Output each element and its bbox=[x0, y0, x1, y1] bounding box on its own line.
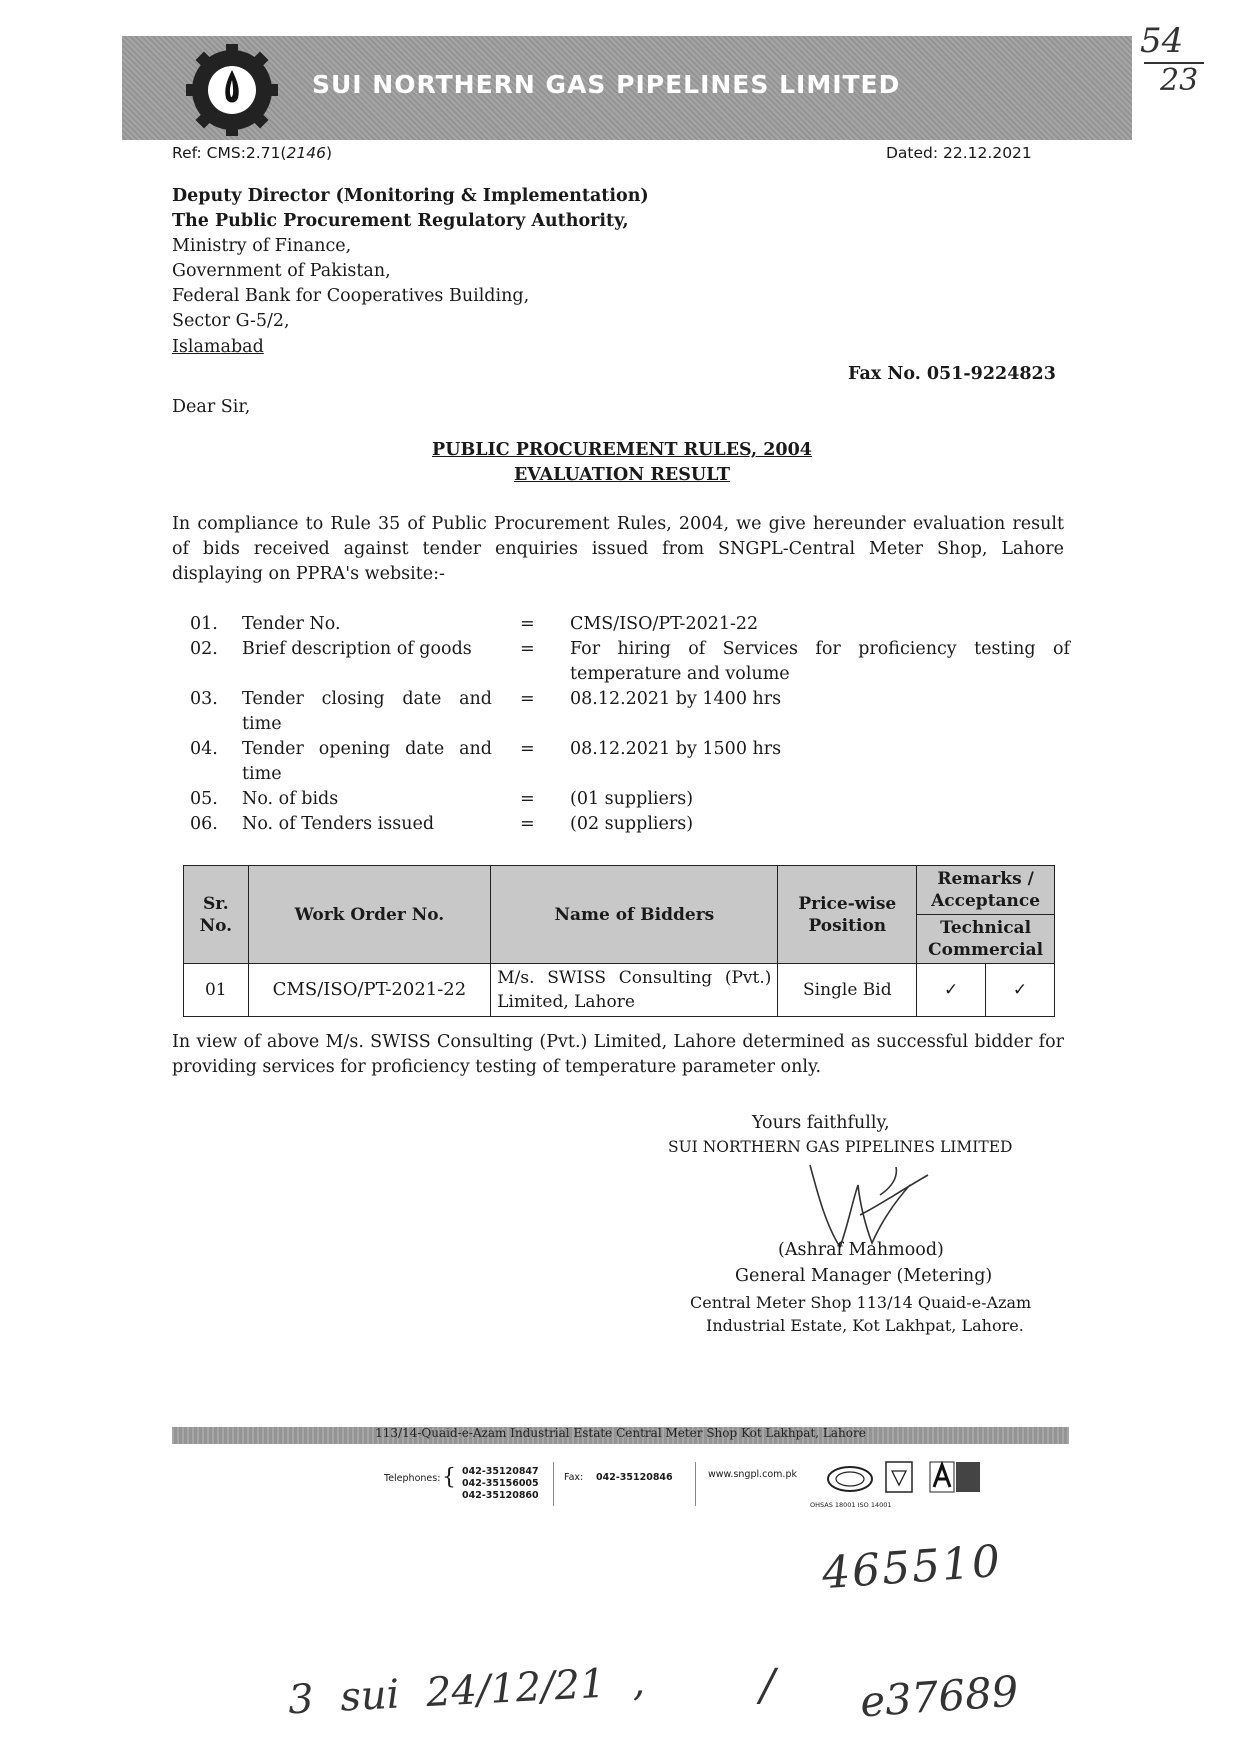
footer-telephone-label: Telephones: bbox=[384, 1473, 441, 1484]
col-header-work-order: Work Order No. bbox=[248, 866, 491, 964]
company-logo-icon bbox=[168, 40, 296, 140]
cell-work-order: CMS/ISO/PT-2021-22 bbox=[248, 964, 491, 1017]
footer-address: 113/14-Quaid-e-Azam Industrial Estate Central Meter Shop Kot Lakhpat, Lahore bbox=[375, 1426, 866, 1440]
col-header-bidders: Name of Bidders bbox=[491, 866, 778, 964]
subject-line-2: EVALUATION RESULT bbox=[513, 465, 731, 485]
detail-row: 01. Tender No. = CMS/ISO/PT-2021-22 bbox=[190, 614, 759, 634]
addressee-line-4: Government of Pakistan, bbox=[172, 261, 391, 281]
certification-text: OHSAS 18001 ISO 14001 bbox=[810, 1501, 892, 1509]
reference-number: Ref: CMS:2.71(2146) bbox=[172, 144, 332, 162]
signatory-address-1: Central Meter Shop 113/14 Quaid-e-Azam bbox=[690, 1293, 1032, 1312]
footer-fax-number: 042-35120846 bbox=[596, 1472, 673, 1483]
handwritten-slash: / bbox=[760, 1660, 775, 1711]
detail-row: 04. Tender opening date and time = 08.12.2021 by 1500 hrs bbox=[190, 739, 782, 784]
cell-bidder: M/s. SWISS Consulting (Pvt.) Limited, Lahore bbox=[491, 964, 778, 1017]
conclusion-paragraph: In view of above M/s. SWISS Consulting (Pvt.) Limited, Lahore determined as successful bidder for providing services for proficiency testing of temperature parameter only. bbox=[172, 1032, 1064, 1077]
detail-row: 06. No. of Tenders issued = (02 suppliers) bbox=[190, 814, 694, 834]
footer-divider bbox=[553, 1462, 554, 1506]
cell-technical: ✓ bbox=[917, 964, 986, 1017]
col-header-position: Price-wise Position bbox=[778, 866, 917, 964]
detail-row: 05. No. of bids = (01 suppliers) bbox=[190, 789, 694, 809]
cell-commercial: ✓ bbox=[986, 964, 1055, 1017]
addressee-line-5: Federal Bank for Cooperatives Building, bbox=[172, 286, 530, 306]
company-name: SUI NORTHERN GAS PIPELINES LIMITED bbox=[312, 70, 901, 99]
addressee-line-6: Sector G-5/2, bbox=[172, 311, 290, 331]
footer-fax-label: Fax: bbox=[564, 1472, 584, 1483]
letter-date: Dated: 22.12.2021 bbox=[886, 144, 1032, 162]
salutation: Dear Sir, bbox=[172, 397, 251, 417]
col-header-sr: Sr. No. bbox=[184, 866, 249, 964]
yours-faithfully: Yours faithfully, bbox=[752, 1113, 890, 1133]
evaluation-table bbox=[183, 865, 1055, 1017]
col-header-technical-commercial: Technical Commercial bbox=[917, 915, 1055, 964]
handwritten-reference: e37689 bbox=[858, 1666, 1020, 1727]
addressee-line-7: Islamabad bbox=[172, 337, 264, 357]
signatory-address-2: Industrial Estate, Kot Lakhpat, Lahore. bbox=[706, 1316, 1024, 1335]
detail-row: 03. Tender closing date and time = 08.12.2021 by 1400 hrs bbox=[190, 689, 782, 734]
intro-paragraph: In compliance to Rule 35 of Public Procurement Rules, 2004, we give hereunder evaluation result of bids received against tender enquiries issued from SNGPL-Central Meter Shop, Lahore displaying on PPRA's website:- bbox=[172, 514, 1064, 584]
tender-details-list bbox=[190, 612, 1070, 837]
handwritten-page-number: 54 23 bbox=[1140, 22, 1230, 107]
signatory-name: (Ashraf Mahmood) bbox=[778, 1240, 944, 1260]
footer-telephone-2: 042-35156005 bbox=[462, 1478, 539, 1489]
addressee-line-3: Ministry of Finance, bbox=[172, 236, 352, 256]
footer-telephone-1: 042-35120847 bbox=[462, 1466, 539, 1477]
table-header-row bbox=[184, 866, 1055, 915]
footer-telephone-3: 042-35120860 bbox=[462, 1490, 539, 1501]
table-row bbox=[184, 964, 1055, 1017]
closing-company: SUI NORTHERN GAS PIPELINES LIMITED bbox=[668, 1138, 1013, 1156]
detail-row: 02. Brief description of goods = For hiring of Services for proficiency testing of temperature and volume bbox=[190, 639, 1070, 684]
signatory-title: General Manager (Metering) bbox=[735, 1266, 993, 1286]
subject-line-1: PUBLIC PROCUREMENT RULES, 2004 bbox=[432, 440, 812, 460]
footer-brace: { bbox=[442, 1465, 456, 1490]
addressee-line-1: Deputy Director (Monitoring & Implementation) bbox=[172, 186, 649, 206]
footer-divider bbox=[695, 1462, 696, 1506]
cell-sr: 01 bbox=[184, 964, 249, 1017]
footer-website: www.sngpl.com.pk bbox=[708, 1469, 797, 1480]
addressee-line-2: The Public Procurement Regulatory Authority, bbox=[172, 211, 629, 231]
cell-position: Single Bid bbox=[778, 964, 917, 1017]
fax-number: Fax No. 051-9224823 bbox=[848, 364, 1056, 384]
col-header-remarks: Remarks / Acceptance bbox=[917, 866, 1055, 915]
handwritten-number: 465510 bbox=[820, 1535, 1004, 1600]
handwritten-note: 3 sui 24/12/21 , bbox=[287, 1658, 647, 1724]
footer-telephone-list bbox=[462, 1466, 539, 1502]
